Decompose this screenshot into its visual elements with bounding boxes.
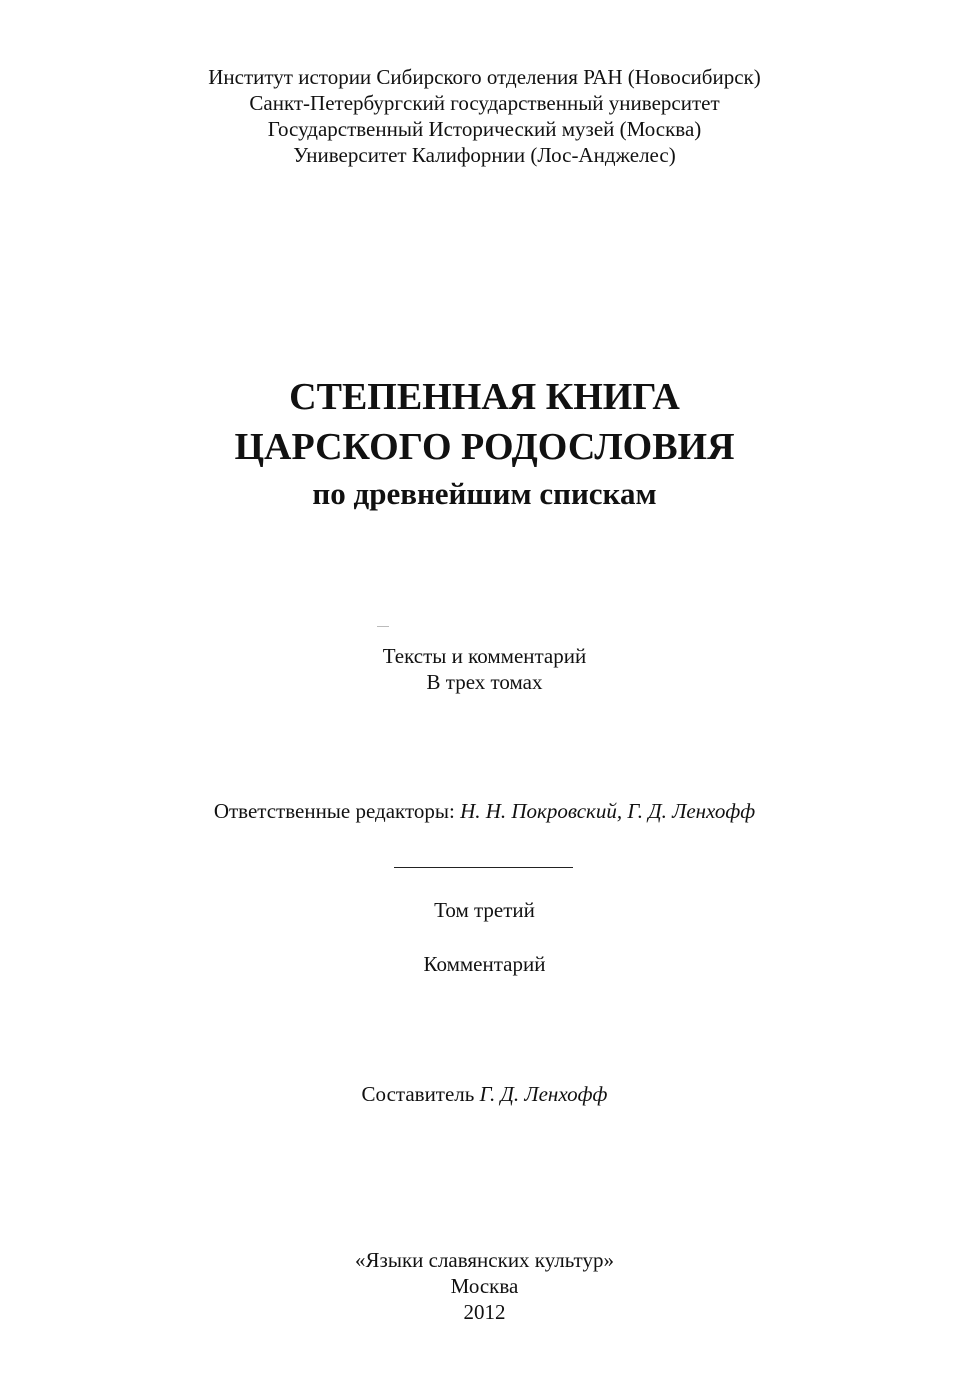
- institution-line-2: Санкт-Петербургский государственный университет: [249, 91, 720, 115]
- book-title: [0, 372, 969, 516]
- divider-rule: [394, 867, 573, 868]
- editors-line: [0, 798, 969, 824]
- section-label: Комментарий: [423, 952, 546, 976]
- edition-line-2: В трех томах: [426, 670, 543, 694]
- institutions-block: [0, 64, 969, 168]
- edition-line-1: Тексты и комментарий: [382, 644, 587, 668]
- publisher-block: [0, 1247, 969, 1325]
- edition-info: [0, 643, 969, 695]
- volume-label: Том третий: [434, 898, 535, 922]
- title-subtitle: по древнейшим спискам: [312, 476, 657, 511]
- faint-mark: [377, 626, 389, 627]
- editors-label: Ответственные редакторы:: [213, 799, 455, 823]
- compiler-label: Составитель: [361, 1082, 475, 1106]
- title-line-2: ЦАРСКОГО РОДОСЛОВИЯ: [234, 426, 735, 468]
- institution-line-4: Университет Калифорнии (Лос-Анджелес): [293, 143, 676, 167]
- publisher-name: «Языки славянских культур»: [355, 1248, 614, 1272]
- compiler-name: Г. Д. Ленхофф: [479, 1082, 608, 1106]
- publisher-city: Москва: [450, 1274, 519, 1298]
- institution-line-3: Государственный Исторический музей (Москва): [267, 117, 702, 141]
- editors-names: Н. Н. Покровский, Г. Д. Ленхофф: [460, 799, 756, 823]
- compiler-line: [0, 1081, 969, 1107]
- title-line-1: СТЕПЕННАЯ КНИГА: [289, 376, 680, 418]
- publisher-year: 2012: [463, 1300, 506, 1324]
- institution-line-1: Институт истории Сибирского отделения РАН (Новосибирск): [208, 65, 761, 89]
